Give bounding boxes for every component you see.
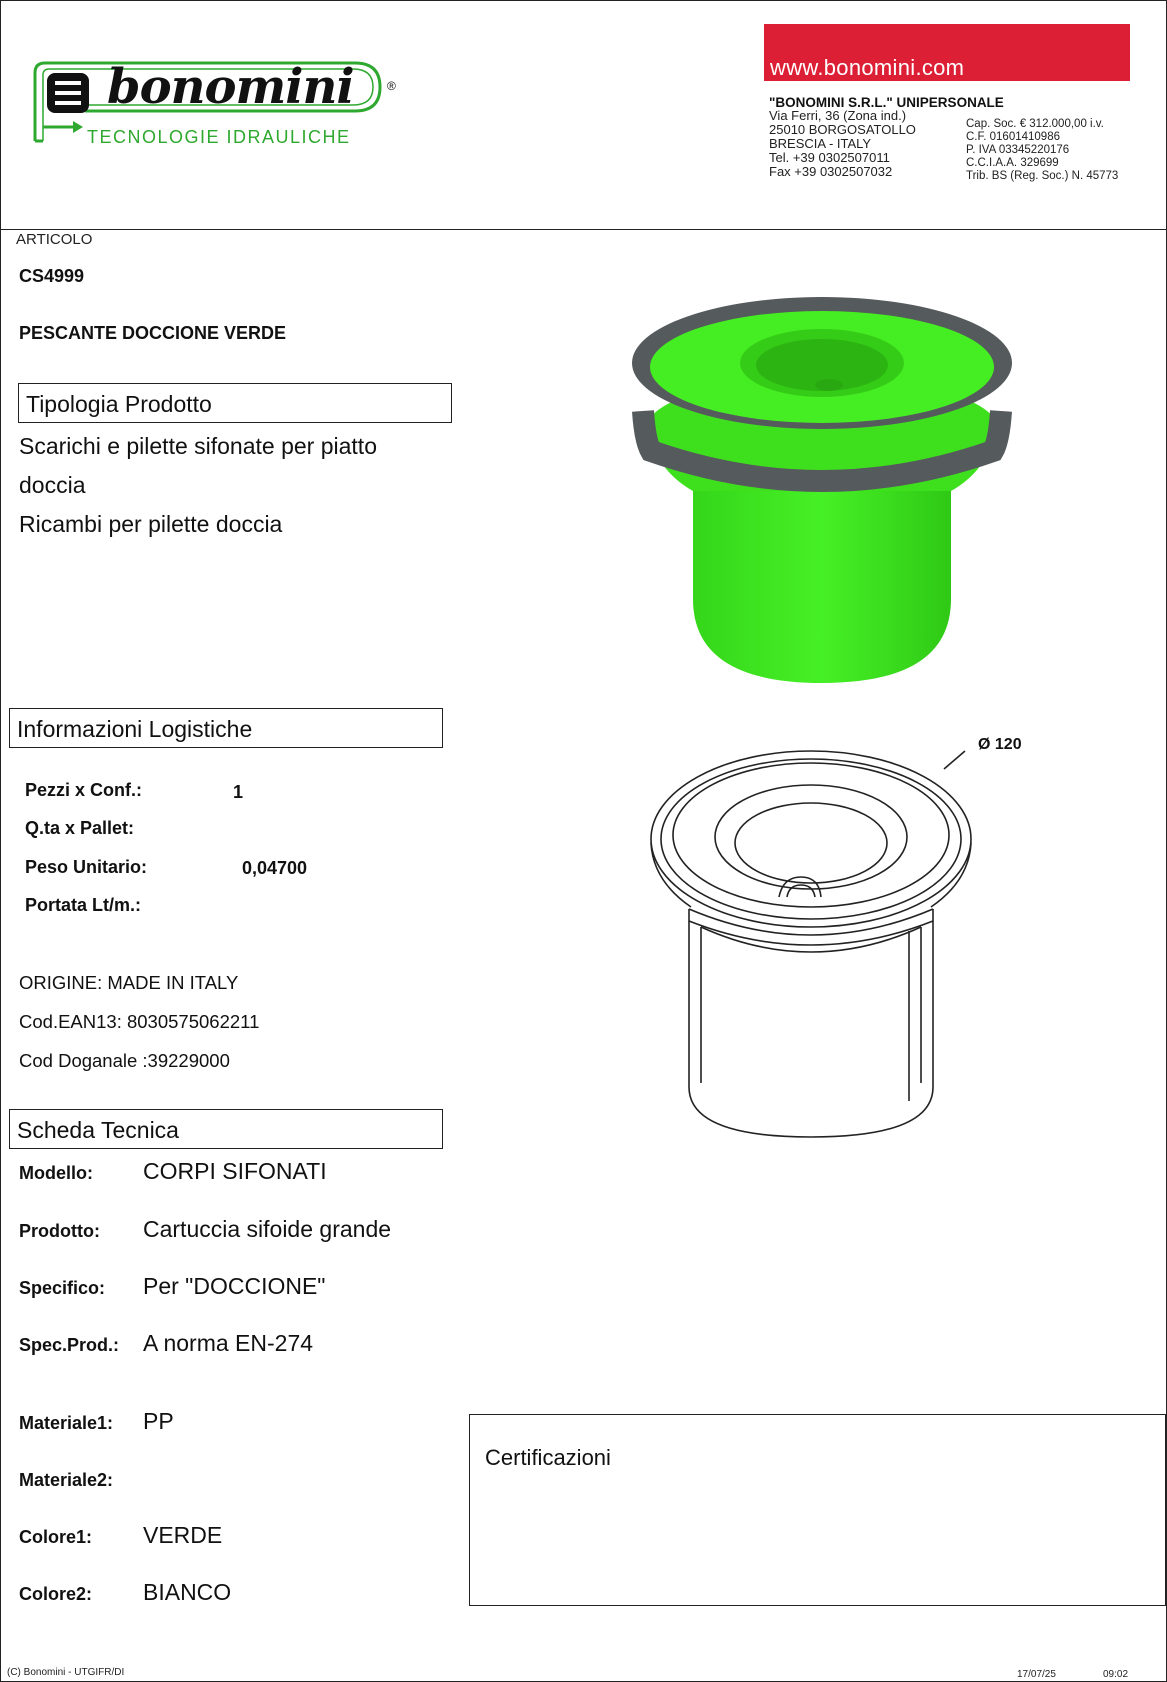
spec-value: Cartuccia sifoide grande — [143, 1216, 392, 1242]
info-label: Peso Unitario: — [25, 857, 148, 877]
article-label: ARTICOLO — [16, 231, 93, 248]
registry-line: Trib. BS (Reg. Soc.) N. 45773 — [966, 170, 1119, 182]
info-label: Portata Lt/m.: — [25, 895, 142, 915]
spec-value: CORPI SIFONATI — [143, 1158, 327, 1184]
spec-value: A norma EN-274 — [143, 1330, 314, 1356]
customs-code: Cod Doganale :39229000 — [19, 1050, 230, 1071]
scheda-heading: Scheda Tecnica — [9, 1109, 443, 1149]
technical-drawing — [641, 731, 1041, 1151]
product-photo — [629, 281, 1015, 691]
spec-label: Colore1: — [19, 1527, 93, 1547]
info-label: Q.ta x Pallet: — [25, 818, 135, 838]
tipologia-line: Ricambi per pilette doccia — [19, 511, 283, 537]
spec-label: Specifico: — [19, 1278, 106, 1298]
address-line: Via Ferri, 36 (Zona ind.) — [769, 108, 907, 123]
website-link[interactable]: www.bonomini.com — [770, 55, 965, 80]
spec-label: Colore2: — [19, 1584, 93, 1604]
address-line: BRESCIA - ITALY — [769, 136, 872, 151]
tipologia-heading: Tipologia Prodotto — [18, 383, 452, 423]
spec-label: Materiale1: — [19, 1413, 114, 1433]
address-line: Fax +39 0302507032 — [769, 164, 893, 179]
spec-value: BIANCO — [143, 1579, 232, 1605]
certificazioni-heading: Certificazioni — [485, 1445, 611, 1470]
spec-label: Materiale2: — [19, 1470, 114, 1490]
info-label: Pezzi x Conf.: — [25, 780, 143, 800]
company-address — [769, 109, 916, 179]
registry-line: C.C.I.A.A. 329699 — [966, 157, 1059, 169]
company-registry — [966, 118, 1118, 183]
info-value: 1 — [233, 782, 244, 802]
footer-time: 09:02 — [1103, 1669, 1129, 1680]
company-name: "BONOMINI S.R.L." UNIPERSONALE — [769, 95, 1004, 110]
footer-copyright: (C) Bonomini - UTGIFR/DI — [7, 1667, 125, 1678]
spec-value: Per "DOCCIONE" — [143, 1273, 326, 1299]
article-name: PESCANTE DOCCIONE VERDE — [19, 323, 287, 343]
website-banner — [764, 24, 1130, 81]
registry-line: C.F. 01601410986 — [966, 131, 1060, 143]
info-value: 0,04700 — [242, 858, 308, 878]
tipologia-line: Scarichi e pilette sifonate per piatto — [19, 433, 377, 459]
spec-value: VERDE — [143, 1522, 223, 1548]
registered-mark: ® — [387, 79, 396, 93]
article-code: CS4999 — [19, 266, 85, 286]
bonomini-logo — [25, 57, 405, 149]
brand-name: bonomini — [107, 59, 354, 115]
certificazioni-box — [469, 1414, 1166, 1606]
ean-code: Cod.EAN13: 8030575062211 — [19, 1011, 260, 1032]
registry-line: P. IVA 03345220176 — [966, 144, 1070, 156]
dimension-label: Ø 120 — [978, 736, 1022, 753]
address-line: Tel. +39 0302507011 — [769, 150, 890, 165]
registry-line: Cap. Soc. € 312.000,00 i.v. — [966, 118, 1104, 130]
spec-label: Modello: — [19, 1163, 93, 1183]
spec-label: Prodotto: — [19, 1221, 100, 1241]
logistica-heading: Informazioni Logistiche — [9, 708, 443, 748]
tipologia-line: doccia — [19, 472, 86, 498]
origin-text: ORIGINE: MADE IN ITALY — [19, 972, 239, 993]
address-line: 25010 BORGOSATOLLO — [769, 122, 916, 137]
spec-value: PP — [143, 1408, 174, 1434]
header — [1, 1, 1166, 230]
footer-date: 17/07/25 — [1017, 1669, 1056, 1680]
spec-label: Spec.Prod.: — [19, 1335, 120, 1355]
brand-tagline: TECNOLOGIE IDRAULICHE — [87, 127, 351, 147]
